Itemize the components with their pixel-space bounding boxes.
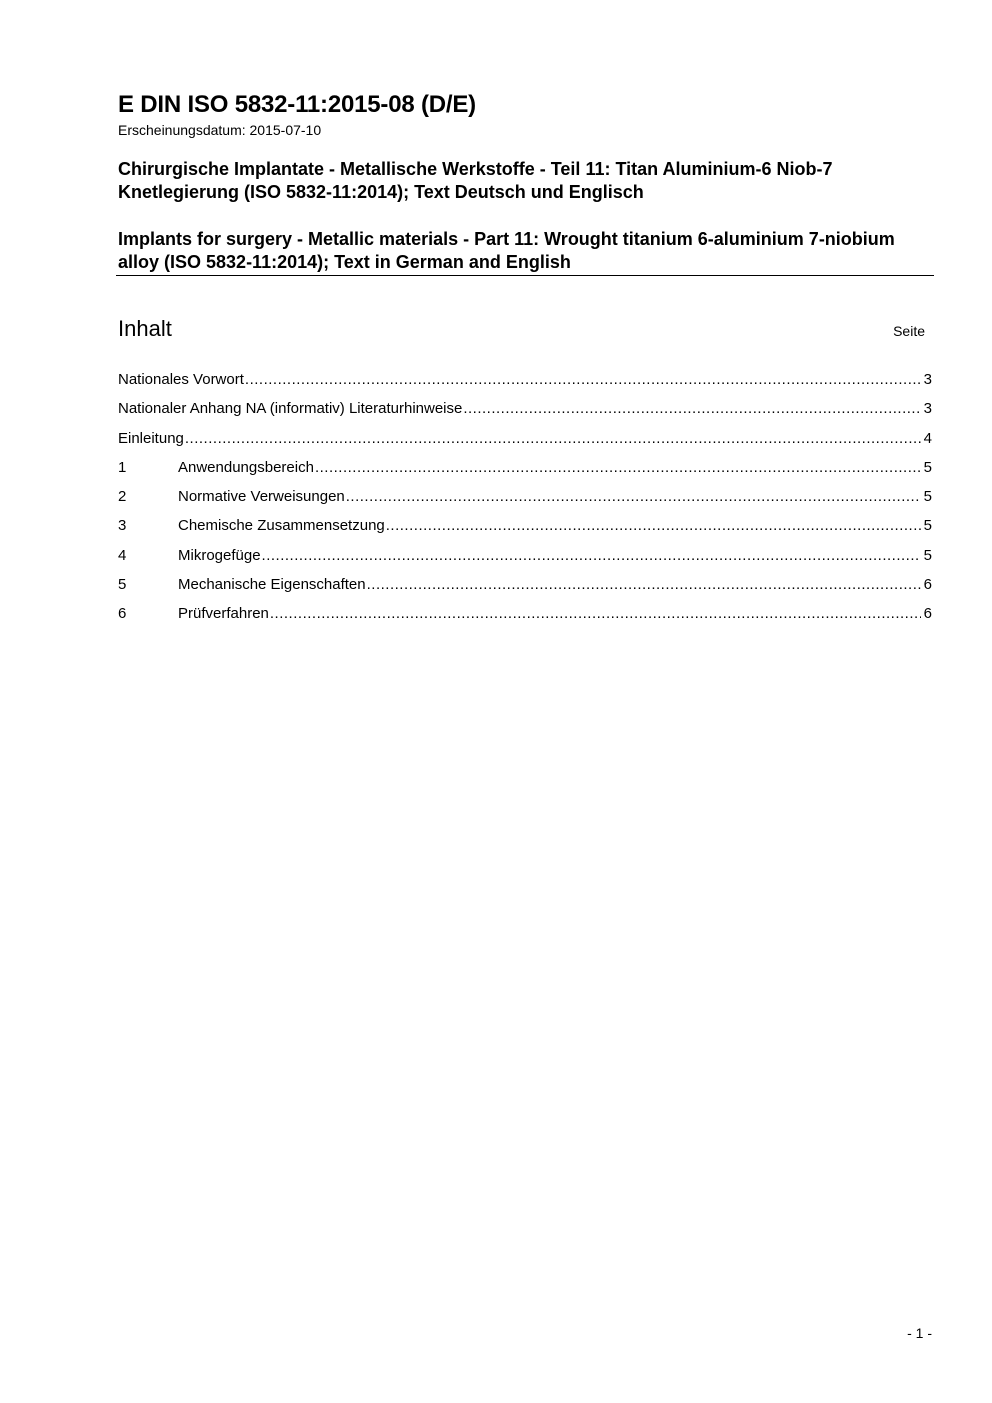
toc-dot-leader [185, 428, 921, 450]
toc-entry-einleitung[interactable] [118, 428, 932, 457]
toc-entry-label: Chemische Zusammensetzung [178, 517, 385, 535]
toc-entry-normative-verweisungen[interactable] [118, 486, 932, 515]
toc-heading: Inhalt [118, 316, 172, 341]
toc-dot-leader [315, 457, 921, 479]
document-number: E DIN ISO 5832-11:2015-08 (D/E) [118, 91, 476, 118]
toc-entry-page: 4 [923, 429, 932, 447]
header-divider [116, 275, 934, 276]
toc-entry-number: 3 [118, 517, 127, 535]
toc-entry-page: 3 [923, 400, 932, 418]
toc-entry-label: Mechanische Eigenschaften [178, 576, 366, 594]
toc-dot-leader [262, 545, 921, 567]
toc-dot-leader [245, 369, 921, 391]
title-english: Implants for surgery - Metallic materials - Part 11: Wrought titanium 6-aluminium 7-niobium alloy (ISO 5832-11:2014); Text in German and English [118, 229, 895, 272]
toc-entry-page: 6 [923, 605, 932, 623]
toc-entry-anwendungsbereich[interactable] [118, 457, 932, 486]
toc-dot-leader [346, 486, 921, 508]
toc-page-column-label: Seite [893, 323, 925, 339]
toc-entry-label: Prüfverfahren [178, 605, 269, 623]
toc-entry-chemische-zusammensetzung[interactable] [118, 515, 932, 544]
toc-dot-leader [386, 515, 921, 537]
toc-entry-number: 4 [118, 546, 127, 564]
toc-entry-number: 1 [118, 458, 127, 476]
page-number: - 1 - [907, 1325, 932, 1341]
toc-entry-page: 5 [923, 488, 932, 506]
toc-entry-pruefverfahren[interactable] [118, 603, 932, 632]
toc-entry-page: 5 [923, 546, 932, 564]
toc-entry-page: 5 [923, 517, 932, 535]
toc-entry-mechanische-eigenschaften[interactable] [118, 574, 932, 603]
toc-dot-leader [463, 398, 921, 420]
toc-entry-page: 5 [923, 458, 932, 476]
toc-entry-number: 5 [118, 576, 127, 594]
title-german: Chirurgische Implantate - Metallische Werkstoffe - Teil 11: Titan Aluminium-6 Niob-7 Knetlegierung (ISO 5832-11:2014); Text Deutsch und Englisch [118, 159, 833, 202]
toc-entry-label: Einleitung [118, 429, 184, 447]
toc-entry-label: Normative Verweisungen [178, 488, 345, 506]
table-of-contents [118, 369, 932, 633]
toc-entry-number: 6 [118, 605, 127, 623]
toc-entry-label: Anwendungsbereich [178, 458, 314, 476]
publication-date: Erscheinungsdatum: 2015-07-10 [118, 122, 322, 138]
toc-entry-label: Nationaler Anhang NA (informativ) Literaturhinweise [118, 400, 463, 418]
toc-entry-page: 3 [923, 371, 932, 388]
toc-entry-mikrogefuege[interactable] [118, 545, 932, 574]
toc-entry-label: Nationales Vorwort [118, 371, 244, 388]
toc-entry-page: 6 [923, 576, 932, 594]
toc-dot-leader [367, 574, 921, 596]
toc-entry-nationales-vorwort[interactable] [118, 369, 932, 398]
toc-entry-label: Mikrogefüge [178, 546, 261, 564]
toc-entry-nationaler-anhang[interactable] [118, 398, 932, 427]
toc-entry-number: 2 [118, 488, 127, 506]
toc-dot-leader [270, 603, 921, 625]
